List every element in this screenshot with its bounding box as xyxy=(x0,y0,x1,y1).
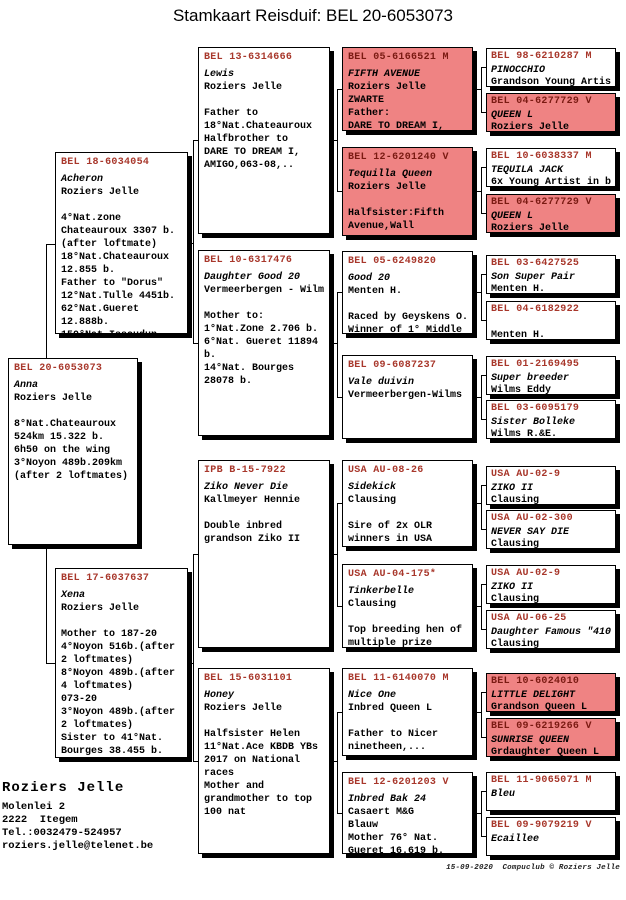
bird-name: Daughter Famous "410 xyxy=(491,627,612,638)
bird-name: Tequilla Queen xyxy=(348,169,433,180)
info-line: Sire of 2x OLR xyxy=(348,521,433,532)
info-line: 8°Noyon 489b.(after xyxy=(61,668,176,679)
info-line xyxy=(14,405,132,418)
ring-number: USA AU-08-26 xyxy=(348,465,424,476)
info-line: 073-20 xyxy=(61,694,98,705)
ring-number: BEL 03-6427525 xyxy=(491,258,580,269)
info-line: Clausing xyxy=(348,599,397,610)
box-subject-bird xyxy=(8,358,138,545)
info-line: 12°Nat.Tulle 4451b. xyxy=(61,291,176,302)
info-line: Menten H. xyxy=(348,286,403,297)
info-line: 2017 on National xyxy=(204,755,301,766)
box-gen4-1 xyxy=(486,48,616,87)
info-line: 12.855 b. xyxy=(61,265,116,276)
info-line: 8°Nat.Chateauroux xyxy=(14,419,117,430)
ring-number: USA AU-02-300 xyxy=(491,513,573,524)
info-line: grandson Ziko II xyxy=(204,534,301,545)
ring-number: BEL 10-6317476 xyxy=(204,255,293,266)
info-line xyxy=(61,615,182,628)
info-line: Roziers Jelle xyxy=(348,82,427,93)
ring-number: IPB B-15-7922 xyxy=(204,465,286,476)
info-line: 150°Nat.Issoudun xyxy=(61,330,158,341)
info-line: 62°Nat.Gueret xyxy=(61,304,140,315)
bird-name: Sidekick xyxy=(348,482,397,493)
bird-name: PINOCCHIO xyxy=(491,65,546,76)
info-line: 14°Nat. Bourges xyxy=(204,363,295,374)
bird-name: Nice One xyxy=(348,690,397,701)
info-line: Mother and xyxy=(204,781,265,792)
info-line: 1°Nat.Zone 2.706 b. xyxy=(204,324,319,335)
info-line xyxy=(348,715,467,728)
info-line: ninetheen,... xyxy=(348,742,427,753)
info-line: 11°Nat.Ace KBDB YBs xyxy=(204,742,319,753)
bird-name: Ziko Never Die xyxy=(204,482,289,493)
bird-name xyxy=(491,318,611,330)
footer-credit: 15-09-2020 Compuclub © Roziers Jelle xyxy=(446,864,620,872)
box-gen4-15 xyxy=(486,772,616,811)
bird-name: Vale duivin xyxy=(348,377,415,388)
ring-number: BEL 98-6210287 M xyxy=(491,51,592,62)
box-grandparent-1 xyxy=(198,47,330,234)
info-line: races xyxy=(204,768,235,779)
box-father xyxy=(55,152,188,341)
info-line: Menten H. xyxy=(491,284,546,295)
info-line: Father to xyxy=(204,108,259,119)
bird-name: ZIKO II xyxy=(491,582,534,593)
box-gen4-2 xyxy=(486,93,616,132)
info-line: b. xyxy=(204,350,217,361)
box-gen4-13 xyxy=(486,673,616,712)
box-greatgrandparent-4 xyxy=(342,355,473,439)
info-line: multiple prize xyxy=(348,638,433,649)
info-line: Wilms R.&E. xyxy=(491,429,558,440)
info-line: Grandson Young Artis xyxy=(491,77,612,88)
info-line: Avenue,Wall xyxy=(348,221,415,232)
info-line: Sister to 41°Nat. xyxy=(61,733,164,744)
info-line: Clausing xyxy=(491,495,540,506)
bird-name: Super breeder xyxy=(491,373,570,384)
info-line: Vermeerbergen-Wilms xyxy=(348,390,463,401)
box-gen4-12 xyxy=(486,610,616,649)
ring-number: BEL 10-6024010 xyxy=(491,676,580,687)
ring-number: USA AU-04-175* xyxy=(348,569,437,580)
info-line: Double inbred xyxy=(204,521,283,532)
ring-number: USA AU-06-25 xyxy=(491,613,567,624)
info-line: grandmother to top xyxy=(204,794,313,805)
info-line xyxy=(204,715,324,728)
bird-name: QUEEN L xyxy=(491,211,534,222)
bird-name: TEQUILA JACK xyxy=(491,165,564,176)
info-line: DARE TO DREAM I, xyxy=(204,147,301,158)
info-line: 6h50 on the wing xyxy=(14,445,111,456)
info-line: Raced by Geyskens O. xyxy=(348,312,469,323)
box-mother xyxy=(55,568,188,758)
box-gen4-14 xyxy=(486,718,616,757)
info-line: Winner of 1° Middle xyxy=(348,325,463,336)
info-line: Roziers Jelle xyxy=(61,187,140,198)
ring-number: BEL 01-2169495 xyxy=(491,359,580,370)
box-gen4-11 xyxy=(486,565,616,604)
ring-number: BEL 03-6095179 xyxy=(491,403,580,414)
info-line: 6°Nat. Gueret 11894 xyxy=(204,337,319,348)
owner-block xyxy=(2,780,153,853)
info-line: Clausing xyxy=(491,539,540,550)
bird-name: Good 20 xyxy=(348,273,391,284)
info-line: Roziers Jelle xyxy=(491,122,570,133)
info-line: Father to Nicer xyxy=(348,729,439,740)
info-line: 12.888b. xyxy=(61,317,110,328)
bird-name: Honey xyxy=(204,690,235,701)
box-grandparent-3 xyxy=(198,460,330,648)
bird-name: Anna xyxy=(14,380,39,391)
bird-name: Daughter Good 20 xyxy=(204,272,301,283)
info-line: Chateauroux 3307 b. xyxy=(61,226,176,237)
info-line: 524km 15.322 b. xyxy=(14,432,105,443)
info-line: ZWARTE xyxy=(348,95,385,106)
info-line: Roziers Jelle xyxy=(61,603,140,614)
bird-name: SUNRISE QUEEN xyxy=(491,735,570,746)
info-line: Top breeding hen of xyxy=(348,625,463,636)
info-line: Roziers Jelle xyxy=(348,182,427,193)
info-line: 6x Young Artist in b xyxy=(491,177,612,188)
info-line: Blauw xyxy=(348,820,379,831)
box-greatgrandparent-8 xyxy=(342,772,473,857)
box-greatgrandparent-1 xyxy=(342,47,473,131)
info-line: Gueret 16.619 b. xyxy=(348,846,445,857)
box-gen4-8 xyxy=(486,400,616,439)
bird-name: Xena xyxy=(61,590,86,601)
bird-name: Acheron xyxy=(61,174,104,185)
info-line xyxy=(348,611,467,624)
info-line: Roziers Jelle xyxy=(204,703,283,714)
bird-name: FIFTH AVENUE xyxy=(348,69,421,80)
info-line: 100 nat xyxy=(204,807,247,818)
info-line: Kallmeyer Hennie xyxy=(204,495,301,506)
info-line: Clausing xyxy=(348,495,397,506)
info-line: Wilms Eddy xyxy=(491,385,552,396)
ring-number: BEL 15-6031101 xyxy=(204,673,293,684)
box-gen4-5 xyxy=(486,255,616,294)
ring-number: BEL 05-6249820 xyxy=(348,256,437,267)
info-line: Clausing xyxy=(491,639,540,650)
bird-name: Sister Bolleke xyxy=(491,417,576,428)
ring-number: BEL 04-6182922 xyxy=(491,304,580,315)
owner-address-line: Molenlei 2 xyxy=(2,801,66,813)
ring-number: USA AU-02-9 xyxy=(491,568,561,579)
ring-number: BEL 04-6277729 V xyxy=(491,197,592,208)
box-gen4-10 xyxy=(486,510,616,549)
info-line: Halfsister:Fifth xyxy=(348,208,445,219)
bird-name: QUEEN L xyxy=(491,110,534,121)
gen1-gen2-connectors xyxy=(188,141,198,762)
info-line xyxy=(204,297,324,310)
info-line: Mother 76° Nat. xyxy=(348,833,439,844)
info-line: 2 loftmates) xyxy=(61,655,134,666)
info-line: Mother to 187-20 xyxy=(61,629,158,640)
box-gen4-6 xyxy=(486,301,616,340)
info-line: 28078 b. xyxy=(204,376,253,387)
info-line: winners in USA xyxy=(348,534,433,545)
ring-number: BEL 11-9065071 M xyxy=(491,775,592,786)
owner-email: roziers.jelle@telenet.be xyxy=(2,840,154,852)
info-line: Casaert M&G xyxy=(348,807,415,818)
bird-name: Lewis xyxy=(204,69,235,80)
box-greatgrandparent-2 xyxy=(342,147,473,236)
ring-number: BEL 17-6037637 xyxy=(61,573,150,584)
info-line: Roziers Jelle xyxy=(204,82,283,93)
info-line: Grdaughter Queen L xyxy=(491,747,600,758)
bird-name: Bleu xyxy=(491,789,516,800)
box-grandparent-4 xyxy=(198,668,330,854)
ring-number: BEL 05-6166521 M xyxy=(348,52,449,63)
bird-name: Tinkerbelle xyxy=(348,586,415,597)
ring-number: BEL 04-6277729 V xyxy=(491,96,592,107)
box-gen4-9 xyxy=(486,466,616,505)
ring-number: BEL 09-6087237 xyxy=(348,360,437,371)
box-gen4-3 xyxy=(486,148,616,187)
ring-number: USA AU-02-9 xyxy=(491,469,561,480)
info-line: Father: xyxy=(348,108,391,119)
owner-city-line: 2222 Itegem xyxy=(2,814,78,826)
bird-name: LITTLE DELIGHT xyxy=(491,690,576,701)
box-greatgrandparent-3 xyxy=(342,251,473,334)
box-gen4-16 xyxy=(486,817,616,856)
info-line: 4°Nat.zone xyxy=(61,213,122,224)
box-greatgrandparent-7 xyxy=(342,668,473,756)
ring-number: BEL 12-6201240 V xyxy=(348,152,449,163)
ring-number: BEL 13-6314666 xyxy=(204,52,293,63)
info-line: Clausing xyxy=(491,594,540,605)
info-line xyxy=(348,194,467,207)
info-line: Halfsister Helen xyxy=(204,729,301,740)
bird-name: Inbred Bak 24 xyxy=(348,794,427,805)
info-line: 18°Nat.Chateauroux xyxy=(61,252,170,263)
box-greatgrandparent-5 xyxy=(342,460,473,547)
box-gen4-4 xyxy=(486,194,616,233)
info-line xyxy=(61,199,182,212)
info-line: 18°Nat.Chateauroux xyxy=(204,121,313,132)
info-line: Roziers Jelle xyxy=(14,393,93,404)
info-line xyxy=(348,507,467,520)
ring-number: BEL 09-9079219 V xyxy=(491,820,592,831)
info-line: Roziers Jelle xyxy=(491,223,570,234)
info-line: 3°Noyon 489b.(after xyxy=(61,707,176,718)
page-title: Stamkaart Reisduif: BEL 20-6053073 xyxy=(172,6,454,25)
ring-number: BEL 12-6201203 V xyxy=(348,777,449,788)
box-greatgrandparent-6 xyxy=(342,564,473,648)
info-line: 4°Noyon 516b.(after xyxy=(61,642,176,653)
info-line xyxy=(204,94,324,107)
info-line xyxy=(348,298,467,311)
bird-name: Ecaillee xyxy=(491,834,540,845)
owner-phone: Tel.:0032479-524957 xyxy=(2,827,122,839)
bird-name: Son Super Pair xyxy=(491,272,576,283)
info-line xyxy=(204,507,324,520)
info-line: (after 2 loftmates) xyxy=(14,471,129,482)
info-line: 3°Noyon 489b.209km xyxy=(14,458,123,469)
info-line: 4 loftmates) xyxy=(61,681,134,692)
ring-number: BEL 10-6038337 M xyxy=(491,151,592,162)
gen2-gen3-connectors xyxy=(330,90,342,814)
ring-number: BEL 18-6034054 xyxy=(61,157,150,168)
info-line: 2 loftmates) xyxy=(61,720,134,731)
info-line: Grandson Queen L xyxy=(491,702,588,713)
info-line: Mother to: xyxy=(204,311,265,322)
bird-name: NEVER SAY DIE xyxy=(491,527,570,538)
info-line: DARE TO DREAM I, xyxy=(348,121,445,132)
owner-name: Roziers Jelle xyxy=(2,780,125,796)
ring-number: BEL 20-6053073 xyxy=(14,363,103,374)
info-line: Father to "Dorus" xyxy=(61,278,164,289)
ring-number: BEL 09-6219266 V xyxy=(491,721,592,732)
box-grandparent-2 xyxy=(198,250,330,436)
box-gen4-7 xyxy=(486,356,616,395)
info-line: Vermeerbergen - Wilm xyxy=(204,285,325,296)
ring-number: BEL 11-6140070 M xyxy=(348,673,449,684)
bird-name: ZIKO II xyxy=(491,483,534,494)
info-line: (after loftmate) xyxy=(61,239,158,250)
info-line: Inbred Queen L xyxy=(348,703,433,714)
info-line: AMIGO,063-08,.. xyxy=(204,160,295,171)
gen3-gen4-connectors xyxy=(473,68,486,837)
info-line: Halfbrother to xyxy=(204,134,289,145)
info-line: Menten H. xyxy=(491,330,546,341)
info-line: Bourges 38.455 b. xyxy=(61,746,164,757)
